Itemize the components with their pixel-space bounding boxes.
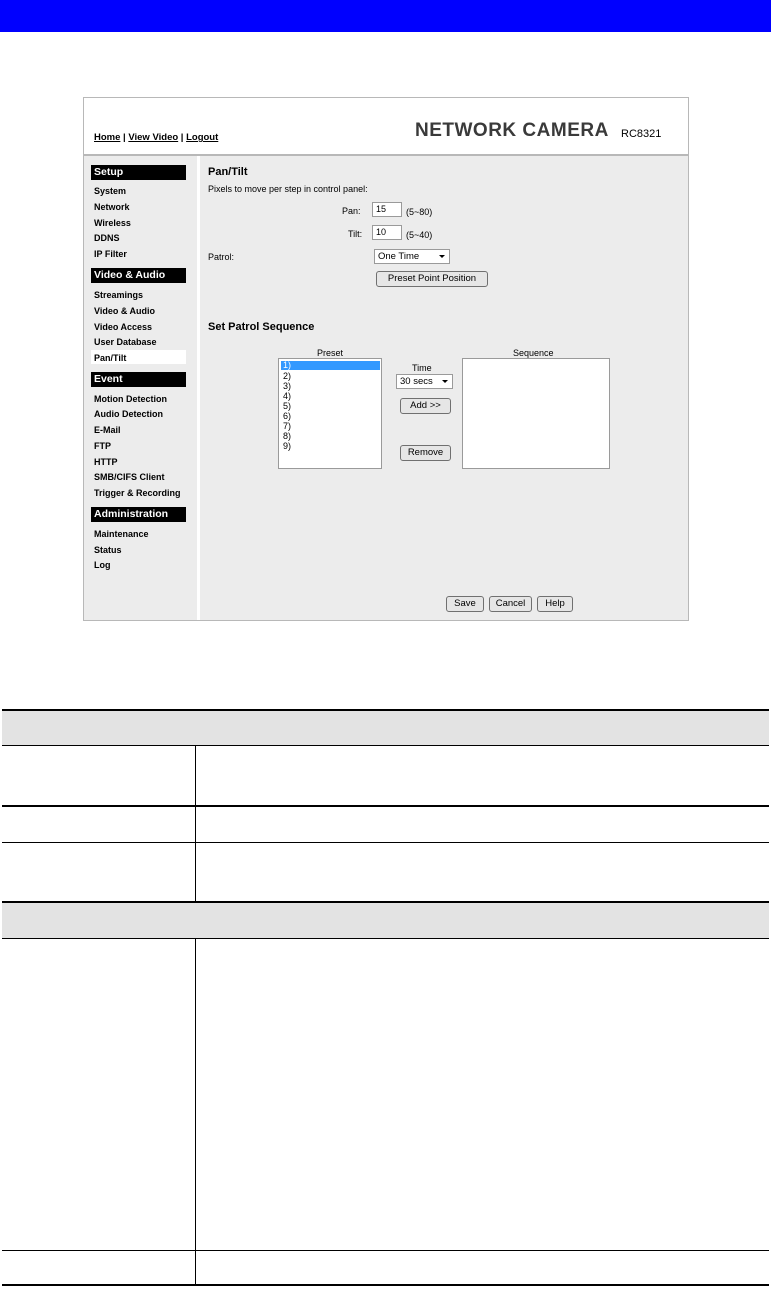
sidebar-item-wireless[interactable]: Wireless bbox=[94, 218, 131, 228]
table-rule bbox=[2, 1284, 769, 1286]
brand-title: NETWORK CAMERA bbox=[415, 120, 609, 141]
preset-option[interactable]: 7) bbox=[283, 421, 292, 431]
save-button[interactable]: Save bbox=[446, 596, 484, 612]
tilt-range: (5~40) bbox=[406, 230, 433, 240]
sidebar-item-ddns[interactable]: DDNS bbox=[94, 233, 120, 243]
sidebar-item-log[interactable]: Log bbox=[94, 560, 111, 570]
sidebar-item-smb-cifs-client[interactable]: SMB/CIFS Client bbox=[94, 472, 165, 482]
remove-button[interactable]: Remove bbox=[400, 445, 451, 461]
pan-label: Pan: bbox=[342, 206, 361, 216]
document-header-bar bbox=[0, 0, 771, 32]
sidebar-item-status[interactable]: Status bbox=[94, 545, 122, 555]
table-column-divider bbox=[195, 938, 196, 1285]
table-rule bbox=[2, 901, 769, 903]
preset-point-position-button[interactable]: Preset Point Position bbox=[376, 271, 488, 287]
camera-ui-screenshot bbox=[83, 97, 689, 621]
sidebar-section-event: Event bbox=[91, 372, 186, 387]
sidebar-item-ip-filter[interactable]: IP Filter bbox=[94, 249, 127, 259]
patrol-select-value: One Time bbox=[378, 251, 420, 262]
main-content bbox=[200, 156, 688, 621]
sidebar bbox=[84, 156, 197, 621]
chevron-down-icon bbox=[442, 380, 448, 383]
patrol-label: Patrol: bbox=[208, 252, 235, 262]
table-rule bbox=[2, 709, 769, 711]
preset-option[interactable]: 1) bbox=[281, 361, 380, 370]
sidebar-item-video-access[interactable]: Video Access bbox=[94, 322, 153, 332]
sidebar-section-setup: Setup bbox=[91, 165, 186, 180]
preset-option[interactable]: 4) bbox=[283, 391, 292, 401]
sidebar-item-email[interactable]: E-Mail bbox=[94, 425, 121, 435]
nav-separator: | bbox=[178, 132, 187, 143]
table-rule bbox=[2, 842, 769, 843]
sidebar-item-motion-detection[interactable]: Motion Detection bbox=[94, 394, 167, 404]
time-label: Time bbox=[412, 363, 432, 373]
table-section-header bbox=[2, 711, 769, 746]
pan-range: (5~80) bbox=[406, 207, 433, 217]
table-column-divider bbox=[195, 746, 196, 902]
chevron-down-icon bbox=[439, 255, 445, 258]
preset-list[interactable] bbox=[278, 358, 382, 469]
sidebar-item-audio-detection[interactable]: Audio Detection bbox=[94, 409, 163, 419]
patrol-select[interactable] bbox=[374, 249, 450, 264]
sidebar-item-video-audio[interactable]: Video & Audio bbox=[94, 306, 156, 316]
sidebar-item-streamings[interactable]: Streamings bbox=[94, 290, 144, 300]
pan-input[interactable]: 15 bbox=[372, 202, 402, 217]
sidebar-item-ftp[interactable]: FTP bbox=[94, 441, 111, 451]
table-rule bbox=[2, 745, 769, 746]
add-button[interactable]: Add >> bbox=[400, 398, 451, 414]
sidebar-item-system[interactable]: System bbox=[94, 186, 127, 196]
model-number: RC8321 bbox=[621, 128, 662, 140]
cancel-button[interactable]: Cancel bbox=[489, 596, 532, 612]
preset-option[interactable]: 8) bbox=[283, 431, 292, 441]
sidebar-item-pan-tilt[interactable]: Pan/Tilt bbox=[94, 353, 127, 363]
nav-separator: | bbox=[120, 132, 129, 143]
sequence-list[interactable] bbox=[462, 358, 610, 469]
tilt-input[interactable]: 10 bbox=[372, 225, 402, 240]
sidebar-item-trigger-recording[interactable]: Trigger & Recording bbox=[94, 488, 181, 498]
table-rule bbox=[2, 1250, 769, 1251]
preset-option[interactable]: 6) bbox=[283, 411, 292, 421]
preset-option[interactable]: 9) bbox=[283, 441, 292, 451]
pan-tilt-title: Pan/Tilt bbox=[208, 166, 248, 178]
sequence-header: Sequence bbox=[513, 348, 554, 358]
tilt-label: Tilt: bbox=[348, 229, 363, 239]
sidebar-section-video-audio: Video & Audio bbox=[91, 268, 186, 283]
sidebar-item-http[interactable]: HTTP bbox=[94, 457, 118, 467]
sidebar-item-maintenance[interactable]: Maintenance bbox=[94, 529, 149, 539]
preset-header: Preset bbox=[317, 348, 344, 358]
preset-option[interactable]: 3) bbox=[283, 381, 292, 391]
preset-option[interactable]: 5) bbox=[283, 401, 292, 411]
home-link[interactable]: Home bbox=[94, 132, 121, 143]
preset-option[interactable]: 2) bbox=[283, 371, 292, 381]
sidebar-item-network[interactable]: Network bbox=[94, 202, 130, 212]
top-nav-links bbox=[94, 132, 218, 143]
time-select[interactable] bbox=[396, 374, 453, 389]
document-table bbox=[2, 709, 769, 1286]
patrol-sequence-title: Set Patrol Sequence bbox=[208, 321, 315, 333]
table-section-header bbox=[2, 903, 769, 938]
view-video-link[interactable]: View Video bbox=[128, 132, 179, 143]
sidebar-section-administration: Administration bbox=[91, 507, 186, 522]
help-button[interactable]: Help bbox=[537, 596, 573, 612]
time-select-value: 30 secs bbox=[400, 376, 433, 387]
camera-ui-header bbox=[84, 98, 688, 156]
logout-link[interactable]: Logout bbox=[186, 132, 219, 143]
table-rule bbox=[2, 938, 769, 939]
sidebar-item-user-database[interactable]: User Database bbox=[94, 337, 157, 347]
table-rule bbox=[2, 805, 769, 807]
pan-tilt-description: Pixels to move per step in control panel: bbox=[208, 184, 368, 194]
